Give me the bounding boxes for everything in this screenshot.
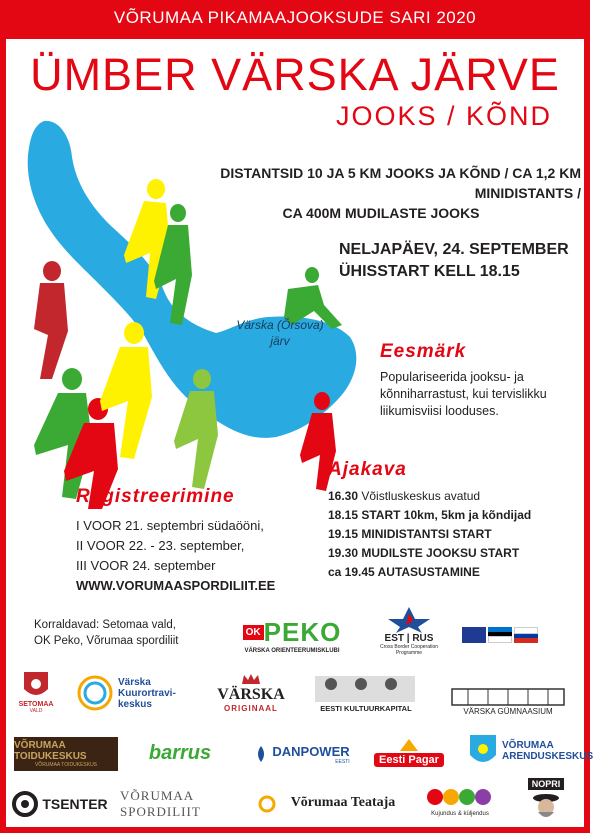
peko-logo: OK PEKO VÄRSKA ORIENTEERUMISKLUBI: [244, 616, 342, 654]
eesti-pagar-logo: Eesti Pagar: [368, 731, 450, 773]
kultuurkapital-logo: EESTI KULTUURKAPITAL: [306, 665, 426, 717]
setomaa-emblem-icon: [21, 669, 51, 701]
lake-label: Värska (Õrsova) järv: [236, 318, 324, 348]
kujundus-colorful-icon: [425, 783, 495, 811]
website-link[interactable]: WWW.VORUMAASPORDILIIT.EE: [76, 578, 276, 593]
estonia-flag-icon: [488, 627, 512, 643]
lake-illustration: [6, 79, 386, 509]
danpower-logo: DANPOWER EESTI: [244, 739, 360, 769]
gymnaasium-logo: VÄRSKA GÜMNAASIUM: [436, 679, 580, 719]
eu-flag-icon: [462, 627, 486, 643]
kultuurkapital-figures-icon: [311, 670, 421, 704]
schedule-section: Ajakava 16.30 Võistluskeskus avatud 18.15 START 10km, 5km ja kõndijad 19.15 MINIDISTANTSI START 19.30 MUDILSTE JOOKSU START ca 19.45 AUTASUSTAMINE: [328, 459, 584, 582]
distances: DISTANTSID 10 JA 5 KM JOOKS JA KÕND / CA 1,2 KM MINIDISTANTS / CA 400M MUDILASTE JOOKS: [220, 165, 581, 221]
toidukeskus-logo: VÕRUMAA TOIDUKESKUS VÕRUMAA TOIDUKESKUS: [14, 737, 118, 771]
organizers: Korraldavad: Setomaa vald, OK Peko, Võrumaa spordiliit: [34, 619, 179, 647]
school-building-icon: [448, 683, 568, 707]
registration-section: Registreerimine I VOOR 21. septembri südaööni, II VOOR 22. - 23. september, III VOOR 24. september WWW.VORUMAASPORDILIIT.EE: [76, 486, 296, 596]
star-icon: [384, 605, 434, 633]
teataja-logo: Võrumaa Teataja: [290, 795, 396, 810]
tsenter-logo: TSENTER: [12, 787, 108, 821]
poster-content: [6, 39, 593, 827]
danpower-flame-icon: [254, 745, 268, 763]
event-subtitle: JOOKS / KÕND: [335, 101, 552, 131]
kuurort-logo: Värska Kuurortravi-keskus: [76, 671, 196, 715]
nopri-logo: NOPRI: [510, 775, 582, 825]
pagar-emblem-icon: [398, 737, 420, 753]
kuurort-swirl-icon: [76, 674, 114, 712]
spordiliit-logo: VÕRUMAA SPORDILIIT: [120, 787, 276, 821]
spordiliit-swirl-icon: [258, 795, 276, 813]
estrus-logo: EST | RUS Cross Border Cooperation Programme: [374, 599, 444, 661]
runner-red-left: [34, 261, 68, 379]
russia-flag-icon: [514, 627, 538, 643]
schedule-heading: Ajakava: [328, 459, 407, 480]
kujundus-logo: Kujundus & küljendus: [418, 777, 502, 823]
goal-heading: Eesmärk: [380, 341, 467, 362]
registration-heading: Registreerimine: [76, 486, 235, 507]
arenduskeskus-shield-icon: [468, 733, 498, 769]
goal-section: Eesmärk Populariseerida jooksu- ja kõnniharrastust, kui tervislikku liikumisviisi looduses.: [380, 341, 580, 420]
event-title: ÜMBER VÄRSKA JÄRVE: [30, 49, 560, 100]
flags: [462, 627, 538, 643]
arenduskeskus-logo: VÕRUMAA ARENDUSKESKUS: [466, 731, 580, 771]
farmer-portrait-icon: [531, 790, 561, 822]
series-title: VÕRUMAA PIKAMAAJOOKSUDE SARI 2020: [113, 8, 477, 27]
event-date: NELJAPÄEV, 24. SEPTEMBER ÜHISSTART KELL 18.15: [339, 241, 569, 280]
setomaa-logo: SETOMAA VALD: [14, 665, 58, 717]
varska-logo: VÄRSKA ORIGINAAL: [206, 667, 296, 717]
barrus-logo: barrus: [148, 741, 212, 764]
tsenter-circle-icon: [12, 791, 38, 817]
crown-icon: [240, 672, 262, 686]
